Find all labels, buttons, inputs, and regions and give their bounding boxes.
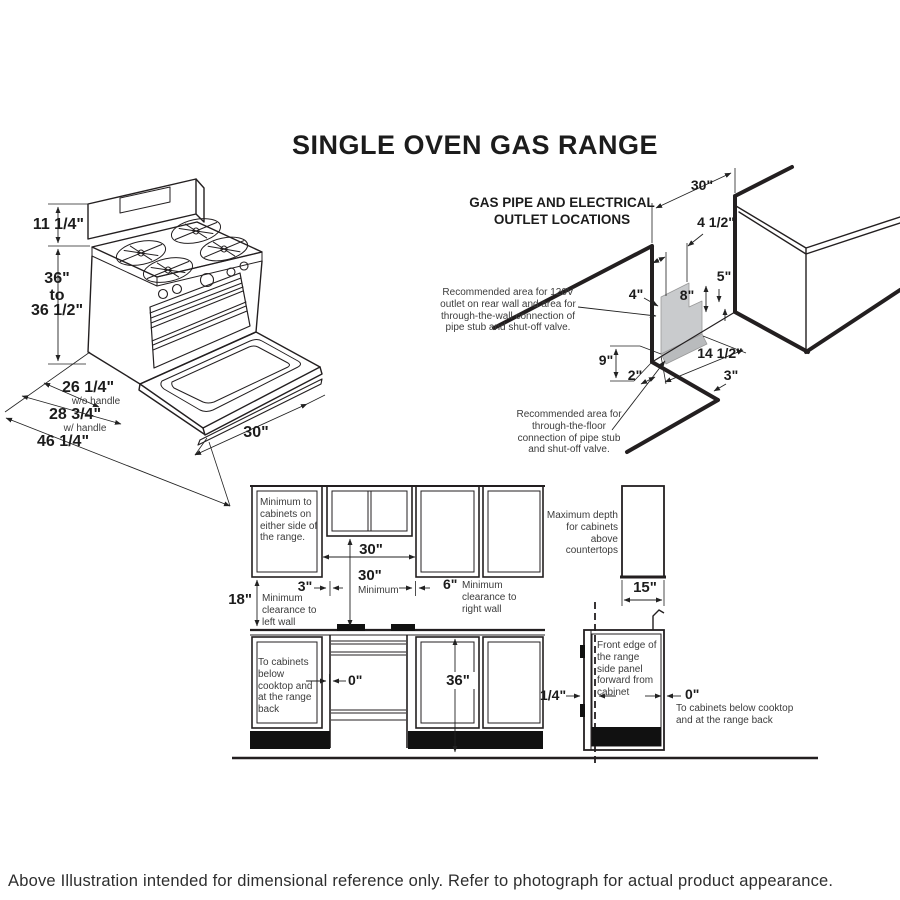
page-title: SINGLE OVEN GAS RANGE: [291, 130, 659, 160]
gas-diagram-heading: GAS PIPE AND ELECTRICAL OUTLET LOCATIONS: [469, 195, 655, 227]
note-side-zero-clearance: To cabinets below cooktop and at the range back: [676, 703, 794, 726]
corner-cabinet: [736, 206, 900, 352]
note-upper-cabinets: Minimum to cabinets on either side of the range.: [260, 497, 318, 544]
dim-range-height-min: 36": [44, 270, 70, 287]
dim-side-zero-clearance: 0": [685, 686, 700, 702]
dim-front-offset: 1/4": [540, 687, 567, 703]
dim-range-width: 30": [243, 424, 269, 441]
footer-disclaimer: Above Illustration intended for dimensional reference only. Refer to photograph for actual product appearance.: [8, 872, 834, 890]
dim-counter-height: 36": [441, 672, 475, 689]
dim-range-height-max: 36 1/2": [30, 302, 84, 319]
note-front-edge: Front edge of the range side panel forward from cabinet: [597, 640, 657, 699]
note-floor-connection-area: Recommended area for through-the-floor connection of pipe stub and shut-off valve.: [516, 409, 622, 456]
dim-left-clearance: 3": [297, 578, 313, 594]
note-lower-cabinets: To cabinets below cooktop and at the range back: [258, 657, 313, 716]
dim-outlet-left-offset: 4": [628, 286, 644, 302]
dim-corner-gap: 2": [627, 367, 643, 383]
label-vertical-minimum: Minimum: [358, 585, 399, 596]
dim-counter-to-cabinet: 18": [228, 591, 252, 608]
dim-outlet-offset: 4 1/2": [697, 214, 735, 230]
range-dimension-lines: [5, 204, 325, 506]
label-with-handle: w/ handle: [63, 423, 107, 434]
note-wall-outlet-area: Recommended area for 120V outlet on rear wall and area for through-the-wall connection of pipe stub and shut-off valve.: [440, 287, 576, 334]
dim-cabinet-depth: 15": [633, 579, 657, 596]
dim-overall-depth: 46 1/4": [36, 433, 90, 450]
dim-range-height-to: to: [49, 287, 65, 304]
dim-right-clearance: 6": [443, 576, 458, 592]
dim-depth-with-handle: 28 3/4": [48, 406, 102, 423]
label-without-handle: w/o handle: [71, 396, 121, 407]
dim-vertical-minimum: 30": [358, 567, 382, 584]
dim-floor-area-width: 14 1/2": [697, 345, 743, 361]
dim-depth-without-handle: 26 1/4": [61, 379, 115, 396]
note-left-clearance: Minimum clearance to left wall: [262, 593, 317, 628]
dim-opening-width: 30": [359, 541, 383, 558]
dim-right-gap: 5": [716, 268, 732, 284]
note-max-cabinet-depth: Maximum depth for cabinets above countertops: [546, 510, 618, 557]
dim-outlet-height: 8": [679, 287, 695, 303]
dim-backsplash-height: 11 1/4": [32, 216, 84, 233]
dim-floor-right-gap: 3": [723, 367, 739, 383]
note-right-clearance: Minimum clearance to right wall: [462, 580, 517, 615]
open-oven-door: [139, 332, 322, 445]
dim-wall-width: 30": [690, 177, 714, 193]
dim-floor-side: 9": [598, 352, 614, 368]
dim-zero-clearance: 0": [348, 672, 363, 688]
